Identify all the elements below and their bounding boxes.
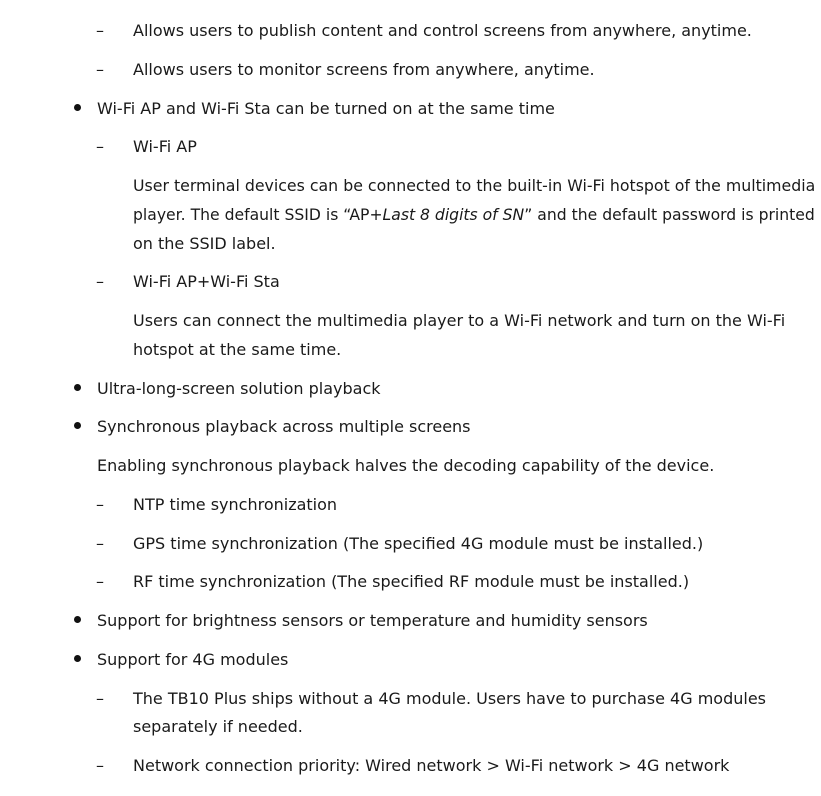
dash-marker: – — [96, 137, 104, 156]
sub-item-rf-sync: RF time synchronization (The specified RF module must be installed.) — [133, 572, 690, 591]
wifi-ap-description-line-3: on the SSID label. — [133, 234, 276, 253]
wifi-ap-description-line-1: User terminal devices can be connected to the built-in Wi-Fi hotspot of the multimedia — [133, 176, 816, 195]
dash-marker: – — [96, 272, 104, 291]
ssid-text-suffix: ” and the default password is printed — [524, 205, 815, 224]
dash-marker: – — [96, 572, 104, 591]
dash-marker: – — [96, 534, 104, 553]
sub-item-tb10-plus-line-1: The TB10 Plus ships without a 4G module. Users have to purchase 4G modules — [133, 689, 766, 708]
synchronous-playback-note: Enabling synchronous playback halves the decoding capability of the device. — [97, 456, 715, 475]
ssid-placeholder: Last 8 digits of SN — [382, 205, 525, 224]
ssid-text-prefix: player. The default SSID is “AP+ — [133, 205, 383, 224]
bullet-marker — [74, 655, 81, 662]
dash-marker: – — [96, 60, 104, 79]
sub-item-tb10-plus-line-2: separately if needed. — [133, 717, 303, 736]
sub-item-gps-sync: GPS time synchronization (The specified 4G module must be installed.) — [133, 534, 704, 553]
dash-marker: – — [96, 21, 104, 40]
sub-item-wifi-ap: Wi-Fi AP — [133, 137, 197, 156]
bullet-item-4g-modules: Support for 4G modules — [97, 650, 289, 669]
bullet-marker — [74, 384, 81, 391]
bullet-item-ultra-long-screen: Ultra-long-screen solution playback — [97, 379, 381, 398]
dash-marker: – — [96, 756, 104, 775]
dash-marker: – — [96, 495, 104, 514]
bullet-marker — [74, 422, 81, 429]
bullet-item-wifi: Wi-Fi AP and Wi-Fi Sta can be turned on at the same time — [97, 99, 555, 118]
dash-marker: – — [96, 689, 104, 708]
sub-item-wifi-ap-sta: Wi-Fi AP+Wi-Fi Sta — [133, 272, 280, 291]
wifi-ap-sta-description-line-2: hotspot at the same time. — [133, 340, 342, 359]
bullet-marker — [74, 616, 81, 623]
wifi-ap-sta-description-line-1: Users can connect the multimedia player to a Wi-Fi network and turn on the Wi-Fi — [133, 311, 786, 330]
wifi-ap-description-line-2 — [133, 200, 815, 229]
bullet-item-synchronous-playback: Synchronous playback across multiple screens — [97, 417, 471, 436]
bullet-marker — [74, 104, 81, 111]
sub-item-ntp-sync: NTP time synchronization — [133, 495, 338, 514]
sub-item-monitor-screens: Allows users to monitor screens from anywhere, anytime. — [133, 60, 595, 79]
sub-item-publish-content: Allows users to publish content and control screens from anywhere, anytime. — [133, 21, 752, 40]
sub-item-network-priority: Network connection priority: Wired network > Wi-Fi network > 4G network — [133, 756, 730, 775]
bullet-item-sensors: Support for brightness sensors or temperature and humidity sensors — [97, 611, 648, 630]
